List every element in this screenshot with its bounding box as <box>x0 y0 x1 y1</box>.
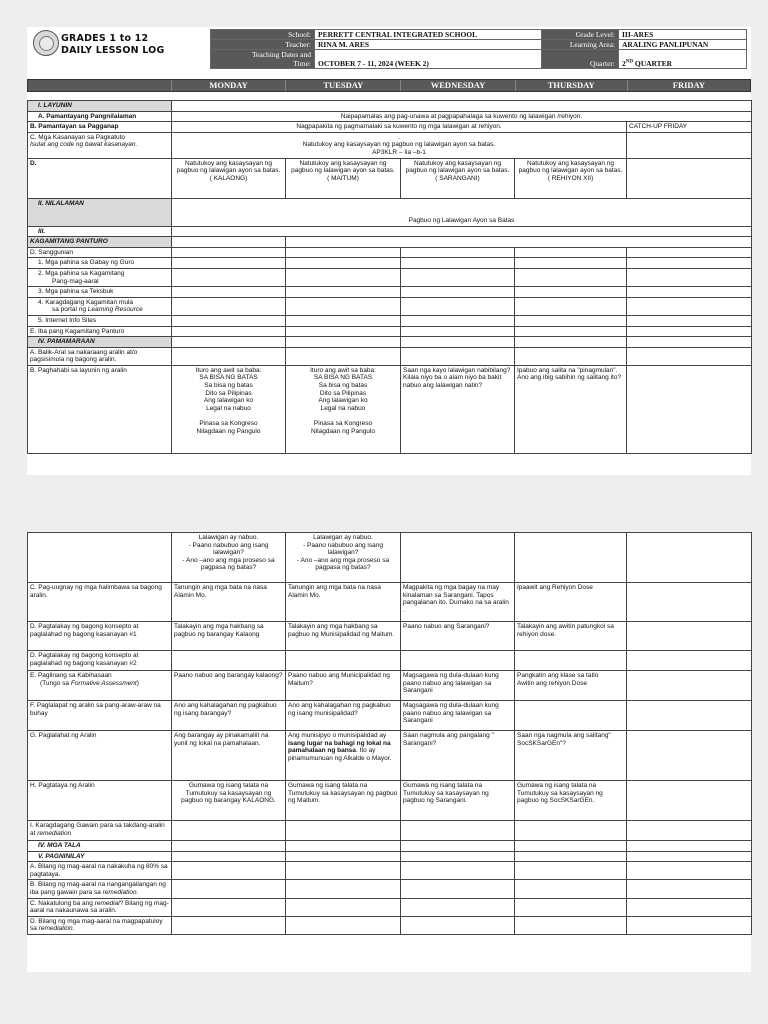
area-value: ARALING PANLIPUNAN <box>619 40 747 50</box>
row-paglalapat: F. Paglalapat ng aralin sa pang-araw-araw na buhay Ano ang kahalagahan ng pagkabuo ng isang barangay? Ano ang kahalagahan ng pagkabuo ng isang munisipalidad? Magsagawa ng dula-dulaan kung paano nabuo ang lalawigan sa Sarangani <box>28 701 752 731</box>
page-1 <box>27 27 751 475</box>
row-gabay-guro: 1. Mga pahina sa Gabay ng Guro <box>28 258 752 269</box>
school-label: School: <box>211 30 315 40</box>
row-paglalahat: G. Paglalahat ng Aralin Ang barangay ay pinakamaliit na yunit ng lokal na pamahalaan. Ang munisipyo o munisipalidad ay isang lugar na bahagi ng lokal na pamahalaan ng bansa. Ito ay pinamumunuan ng Alkalde o Mayor. Saan nagmula ang pangalang " Sarangani? Saan nga nagmula ang salitang" SocSKSarGEn"? <box>28 731 752 781</box>
row-pag-uugnay: C. Pag-uugnay ng mga halimbawa sa bagong aralin. Tanungin ang mga bata na nasa Alamin Mo. Tanungin ang mga bata na nasa Alamin Mo. Magpakita ng mga bagay na may kinalaman sa Sarangani. Tapos pangalanan ito. Dumako na sa aralin . Ipaawit ang Rehiyon Dose <box>28 583 752 622</box>
row-pagtalakay-1: D. Pagtalakay ng bagong konsepto at paglalahad ng bagong kasanayan #1 Talakayin ang mga hakbang sa pagbuo ng barangay Kalaong Talakayin ang mga hakbang sa pagbuo ng Munisipalidad ng Maitum. Paano nabuo ang Sarangani? Talakayin ang awitin patungkol sa rehiyon dose. <box>28 622 752 651</box>
row-pamamaraan: IV. PAMAMARAAN <box>28 337 752 348</box>
deped-seal-icon <box>33 30 59 56</box>
title-line-2: DAILY LESSON LOG <box>61 45 165 56</box>
grade-value: III-ARES <box>619 30 747 40</box>
day-header-blank <box>28 80 171 91</box>
row-pamantayang-pangnilalaman: A. Pamantayang Pangnilalaman Naipapamalas ang pag-unawa at pagpapahalaga sa kuwento ng lalawigan /rehiyon. <box>28 111 752 122</box>
row-iba-pang-kagamitan: E. Iba pang Kagamitang Panturo <box>28 326 752 337</box>
day-thursday: THURSDAY <box>515 80 627 91</box>
header-info-table <box>210 29 747 69</box>
row-mga-tala: IV. MGA TALA <box>28 841 752 852</box>
day-header-bar <box>27 79 751 92</box>
school-value: PERRETT CENTRAL INTEGRATED SCHOOL <box>315 30 542 40</box>
row-pagtataya: H. Pagtataya ng Aralin Gumawa ng isang talata na Tumutukuy sa kasaysayan ng pagbuo ng barangay KALAONG. Gumawa ng isang talata na Tumutukuy sa kasaysayan ng pagbuo ng Maitum. Gumawa ng isang talata na Tumutukuy sa kasaysayan ng pagbuo ng Sarangani. Gumawa ng isang talata na Tumutukuy sa kasaysayan ng pagbuo ng SocSKSarGEn. <box>28 781 752 821</box>
row-paghahabi: B. Paghahabi sa layunin ng aralin Ituro ang awit sa baba: SA BISA NG BATAS Sa bisa ng batas Dito sa Pilipinas Ang lalawigan ko Legal na nabuo Pinasa sa Kongreso Nilagdaan ng Pangulo Ituro ang awit sa baba: SA BISA NG BATAS Sa bisa ng batas Dito sa Pilipinas Ang lalawigan ko Legal na nabuo Pinasa sa Kongreso Nilagdaan ng Pangulo Saan nga kayo lalawigan nabibilang? Kilala niyo ba o alam niyo ba bakit nabuo ang lalawigan natin? Ipabuo ang salita na "pinagmulan". Ano ang ibig sabihin ng salitang ito? <box>28 365 752 453</box>
row-nakatulong-remedial: C. Nakatulong ba ang remedial? Bilang ng mag-aaral na nakaunawa sa aralin. <box>28 898 752 916</box>
row-layunin: I. LAYUNIN <box>28 101 752 112</box>
title-line-1: GRADES 1 to 12 <box>61 33 149 44</box>
row-karagdagang-gawain: I. Karagdagang Gawain para sa takdang-aralin at remediation <box>28 821 752 841</box>
document-header <box>27 27 751 69</box>
row-balik-aral: A. Balik-Aral sa nakaraang aralin at/o pagsisimula ng bagong aralin. <box>28 347 752 365</box>
lesson-table-page-1 <box>27 100 752 454</box>
row-paghahabi-continued: Lalawigan ay nabuo. - Paano nabubuo ang isang lalawigan? - Ano –ano ang mga proseso sa pagpasa ng batas? Lalawigan ay nabuo. - Paano nabubuo ang isang lalawigan? - Ano –ano ang mga proseso sa pagpasa ng batas? <box>28 533 752 583</box>
day-friday: FRIDAY <box>627 80 750 91</box>
row-kasanayan: C. Mga Kasanayan sa Pagkatuto Isulat ang code ng bawat kasanayan. . Natutukoy ang kasaysayan ng pagbuo ng lalawigan ayon sa batas. AP3KLR – Iia –b-1 <box>28 132 752 158</box>
lesson-table-page-2 <box>27 532 752 935</box>
row-nilalaman: II. NILALAMAN Pagbuo ng Lalawigan Ayon sa Batas <box>28 198 752 226</box>
row-pamantayan-pagganap: B. Pamantayan sa Pagganap Nagpapakita ng pagmamalaki sa kuwento ng mga lalawigan at rehiyon. CATCH-UP FRIDAY <box>28 122 752 133</box>
row-sanggunian: D. Sanggunian <box>28 247 752 258</box>
quarter-label: Quarter: <box>542 50 619 69</box>
song-monday: Ituro ang awit sa baba: SA BISA NG BATAS Sa bisa ng batas Dito sa Pilipinas Ang lalawigan ko Legal na nabuo Pinasa sa Kongreso Nilagdaan ng Pangulo <box>172 365 286 453</box>
row-paglinang: E. Paglinang sa Kabihasaan (Tungo sa Formative Assessment) Paano nabuo ang barangay kalaong? Paano nabuo ang Municipalidad ng Maitum? Magsagawa ng dula-dulaan kung paano nabuo ang lalawigan sa Sarangani Pangkatin ang klase sa tatlo Awitin ang rehiyon Dose <box>28 671 752 701</box>
row-pagninilay: V. PAGNINILAY <box>28 851 752 862</box>
row-bilang-80: A. Bilang ng mag-aaral na nakakuha ng 80% sa pagtataya. <box>28 862 752 880</box>
day-monday: MONDAY <box>171 80 285 91</box>
day-wednesday: WEDNESDAY <box>400 80 514 91</box>
row-d-objectives: D. Natutukoy ang kasaysayan ng pagbuo ng lalawigan ayon sa batas. ( KALAONG) Natutukoy ang kasaysayan ng pagbuo ng lalawigan ayon sa batas. ( MAITUM) Natutukoy ang kasaysayan ng pagbuo ng lalawigan ayon sa batas. ( SARANGANI) Natutukoy ang kasaysayan ng pagbuo ng lalawigan ayon sa batas. ( REHIYON XII) <box>28 158 752 198</box>
quarter-value: 2ND QUARTER <box>619 50 747 69</box>
row-magpapatuloy: D. Bilang ng mga mag-aaral na magpapatuloy sa remediation. <box>28 916 752 934</box>
grade-label: Grade Level: <box>542 30 619 40</box>
teacher-value: RINA M. ARES <box>315 40 542 50</box>
song-tuesday: Ituro ang awit sa baba: SA BISA NG BATAS Sa bisa ng batas Dito sa Pilipinas Ang lalawigan ko Legal na nabuo Pinasa sa Kongreso Nilagdaan ng Pangulo <box>286 365 401 453</box>
area-label: Learning Area: <box>542 40 619 50</box>
row-iii: III. <box>28 226 752 237</box>
page-2 <box>27 532 751 972</box>
row-learning-resource: 4. Karagdagang Kagamitan mula sa portal ng Learning Resource <box>28 297 752 315</box>
document-title <box>61 33 164 57</box>
day-tuesday: TUESDAY <box>285 80 400 91</box>
row-pagtalakay-2: D. Pagtalakay ng bagong konsepto at paglalahad ng bagong kasanayan #2 <box>28 651 752 671</box>
row-kagamitang-mag-aaral: 2. Mga pahina sa Kagamitang Pang-mag-aaral <box>28 268 752 286</box>
row-internet-info: 5. Internet Info Sites <box>28 315 752 326</box>
row-teksbuk: 3. Mga pahina sa Teksbuk <box>28 287 752 298</box>
row-kagamitang-panturo: KAGAMITANG PANTURO <box>28 237 752 248</box>
catch-up-friday: CATCH-UP FRIDAY <box>627 122 752 133</box>
row-bilang-remediation: B. Bilang ng mag-aaral na nangangailangan ng iba pang gawain para sa remediation. <box>28 880 752 898</box>
dates-label: Teaching Dates and Time: <box>211 50 315 69</box>
teacher-label: Teacher: <box>211 40 315 50</box>
dates-value: OCTOBER 7 - 11, 2024 (WEEK 2) <box>315 50 542 69</box>
